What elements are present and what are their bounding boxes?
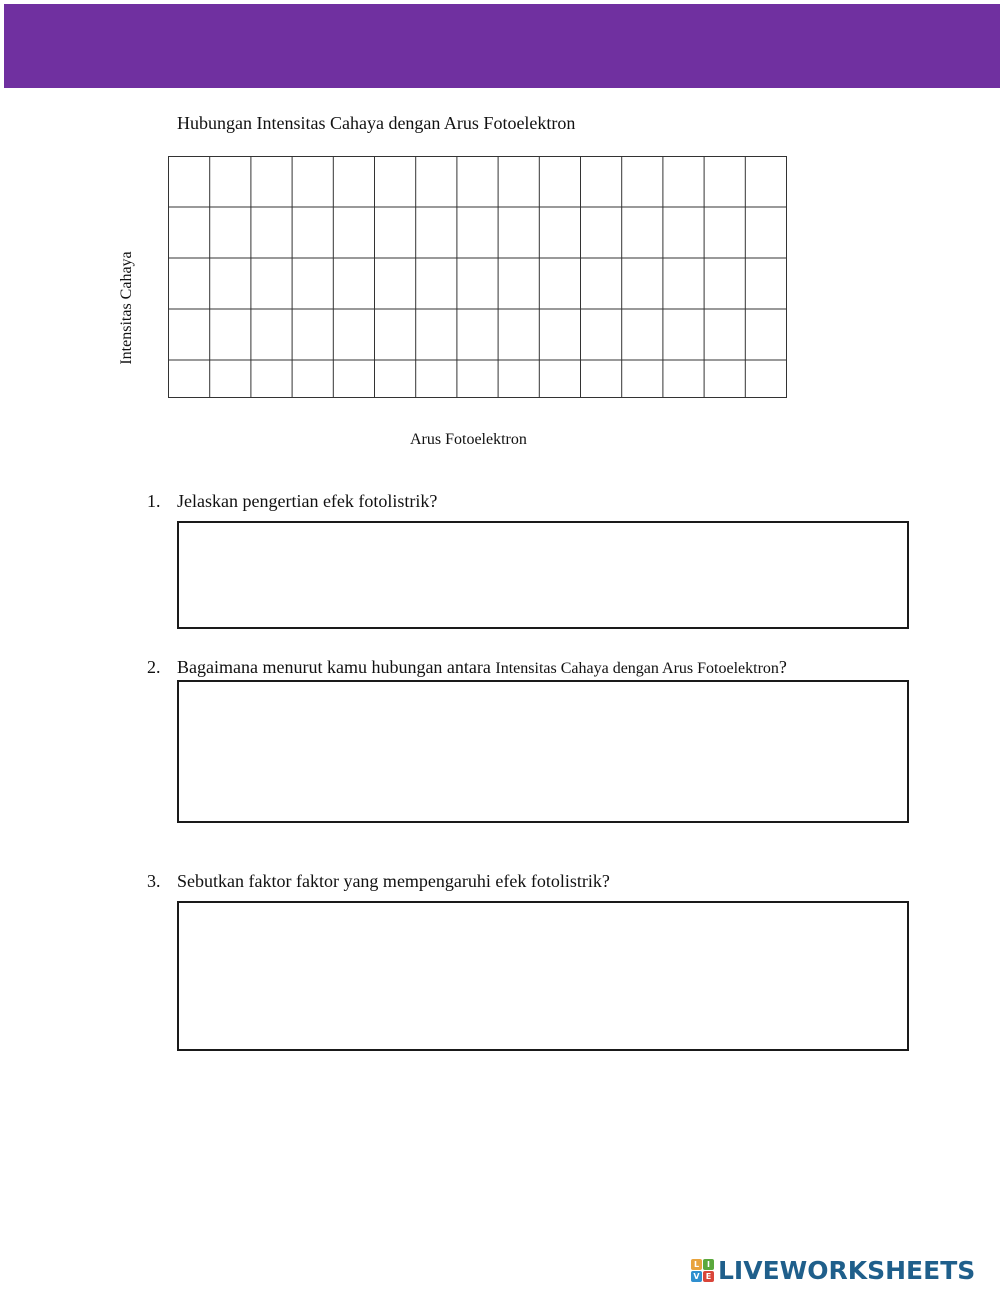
question-1 — [147, 491, 437, 512]
x-axis-label: Arus Fotoelektron — [410, 431, 527, 448]
graph-grid-svg — [168, 156, 787, 398]
empty-graph-grid — [168, 156, 787, 398]
logo-tile-v: V — [691, 1271, 702, 1282]
liveworksheets-logo — [691, 1255, 975, 1285]
answer-box-3[interactable] — [177, 901, 909, 1051]
answer-box-2[interactable] — [177, 680, 909, 823]
question-1-text: Jelaskan pengertian efek fotolistrik? — [177, 491, 438, 511]
question-2-text-suffix: ? — [778, 657, 787, 677]
question-3-number: 3. — [147, 871, 161, 891]
question-3 — [147, 871, 610, 892]
question-2 — [147, 657, 787, 678]
question-2-text-prefix: Bagaimana menurut kamu hubungan antara — [177, 657, 496, 677]
logo-tile-l: L — [691, 1259, 702, 1270]
question-1-number: 1. — [147, 491, 161, 511]
logo-tile-i: I — [703, 1259, 714, 1270]
y-axis-label: Intensitas Cahaya — [118, 251, 135, 365]
logo-icon — [691, 1259, 714, 1282]
question-2-number: 2. — [147, 657, 161, 677]
logo-text: LIVEWORKSHEETS — [718, 1255, 976, 1285]
question-2-text-small: Intensitas Cahaya dengan Arus Fotoelektron — [495, 660, 779, 677]
header-bar — [4, 4, 1000, 88]
question-3-text: Sebutkan faktor faktor yang mempengaruhi efek fotolistrik? — [177, 871, 610, 891]
answer-box-1[interactable] — [177, 521, 909, 629]
logo-tile-e: E — [703, 1271, 714, 1282]
chart-title: Hubungan Intensitas Cahaya dengan Arus Fotoelektron — [177, 113, 576, 133]
